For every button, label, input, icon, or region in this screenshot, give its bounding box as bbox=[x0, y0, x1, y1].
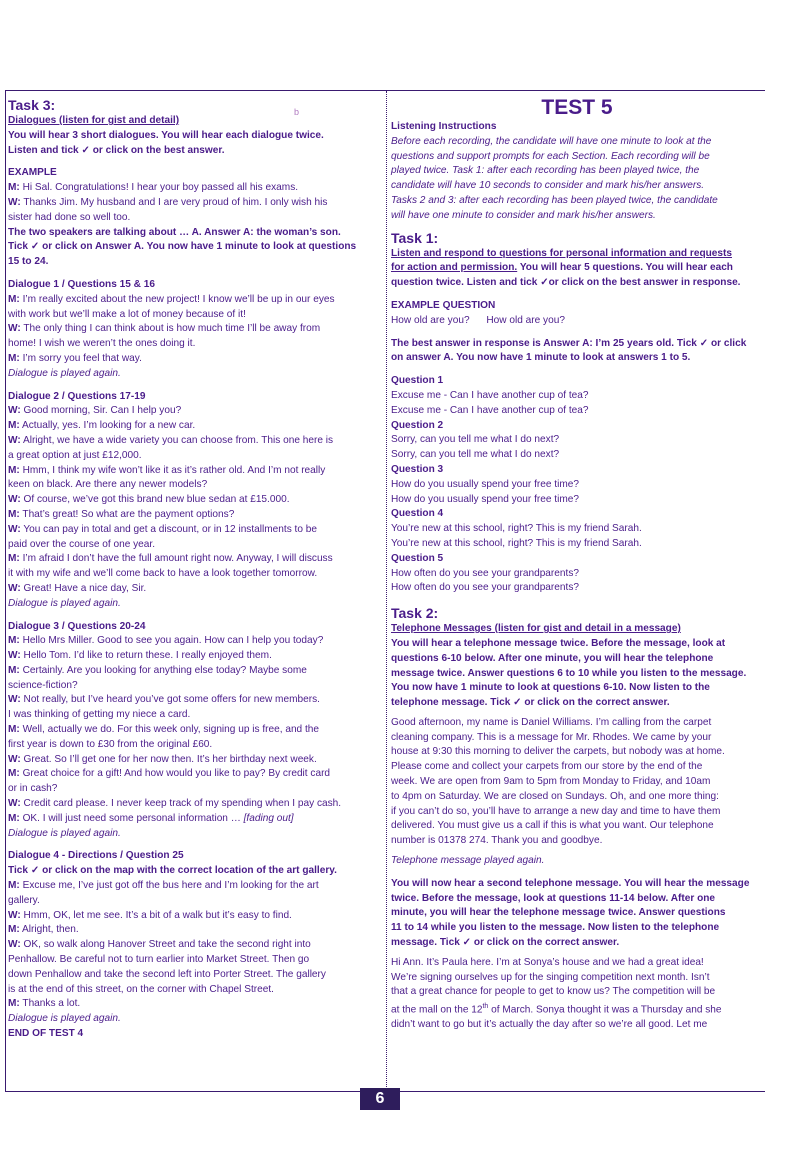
line-text: OK. I will just need some personal information … bbox=[19, 812, 244, 824]
line-text: Alright, then. bbox=[19, 924, 79, 936]
dialogue-line bbox=[8, 508, 384, 523]
dialogue-line bbox=[8, 679, 384, 694]
line-text: I’m sorry you feel that way. bbox=[19, 352, 142, 364]
line-text: Certainly. Are you looking for anything else today? Maybe some bbox=[19, 664, 307, 676]
task3-instruction: Listen and tick ✓ or click on the best answer. bbox=[8, 144, 225, 156]
line-text: Hi Sal. Congratulations! I hear your boy passed all his exams. bbox=[19, 182, 299, 194]
line-text: it with my wife and we’ll come back to have a look together tomorrow. bbox=[8, 568, 318, 580]
question-text: How do you usually spend your free time? bbox=[391, 478, 579, 490]
text-line: candidate will have 10 seconds to consider and mark his/her answers. bbox=[391, 180, 705, 192]
task1-instruction: question twice. Listen and tick ✓or click on the best answer in response. bbox=[391, 277, 741, 289]
line-text: home! I wish we weren’t the ones doing it. bbox=[8, 338, 196, 350]
line-text: Of course, we’ve got this brand new blue sedan at £15.000. bbox=[20, 494, 290, 506]
text-line: telephone message. Tick ✓ or click on the correct answer. bbox=[391, 697, 670, 709]
speaker-label: W: bbox=[8, 939, 21, 951]
left-column bbox=[8, 96, 384, 1042]
example-answer: The two speakers are talking about … A. Answer A: the woman’s son. bbox=[8, 226, 341, 238]
text-line: Tasks 2 and 3: after each recording has been played twice, the candidate bbox=[391, 194, 718, 206]
line-text: Hmm, I think my wife won’t like it as it’s rather old. And I’m not really bbox=[19, 464, 326, 476]
question-text: How often do you see your grandparents? bbox=[391, 567, 579, 579]
example-question-text: How old are you? How old are you? bbox=[391, 314, 565, 326]
question-title: Question 4 bbox=[391, 508, 444, 520]
question-title: Question 3 bbox=[391, 463, 444, 475]
line-text: sister had done so well too. bbox=[8, 211, 131, 223]
speaker-label: M: bbox=[8, 812, 20, 824]
example-answer: Tick ✓ or click on Answer A. You now have 1 minute to look at questions bbox=[8, 241, 357, 253]
question-text: How do you usually spend your free time? bbox=[391, 493, 579, 505]
dialogue-line bbox=[8, 723, 384, 738]
speaker-label: M: bbox=[8, 182, 20, 194]
speaker-label: M: bbox=[8, 508, 20, 520]
speaker-label: W: bbox=[8, 523, 21, 535]
dialogue-line bbox=[8, 767, 384, 782]
dialogue-line bbox=[8, 968, 384, 983]
line-text: Hello Tom. I’d like to return these. I really enjoyed them. bbox=[20, 650, 272, 662]
end-of-test: END OF TEST 4 bbox=[8, 1028, 84, 1040]
line-text: Excuse me, I’ve just got off the bus here and I’m looking for the art bbox=[19, 880, 319, 892]
speaker-label: M: bbox=[8, 768, 20, 780]
speaker-label: W: bbox=[8, 582, 21, 594]
speaker-label: W: bbox=[8, 909, 21, 921]
question-title: Question 5 bbox=[391, 552, 444, 564]
telephone-message-2 bbox=[391, 956, 763, 1033]
dialogue-line bbox=[8, 478, 384, 493]
speaker-label: W: bbox=[8, 753, 21, 765]
message-line bbox=[391, 1000, 763, 1018]
text-line: minute, you will hear the telephone message twice. Answer questions bbox=[391, 907, 726, 919]
dialogue3-title: Dialogue 3 / Questions 20-24 bbox=[8, 620, 146, 632]
line-text: You can pay in total and get a discount, or in 12 installments to be bbox=[20, 523, 318, 535]
line-text: OK, so walk along Hanover Street and take the second right into bbox=[20, 939, 311, 951]
dialogue-line bbox=[8, 337, 384, 352]
question-text: Sorry, can you tell me what I do next? bbox=[391, 434, 560, 446]
text-line: message. Tick ✓ or click on the correct answer. bbox=[391, 937, 620, 949]
message-line: We’re signing ourselves up for the singing competition next month. Isn’t bbox=[391, 971, 710, 983]
task3-subtitle: Dialogues (listen for gist and detail) bbox=[8, 115, 180, 126]
text-line: house at 9:30 this morning to deliver the carpets, but nobody was at home. bbox=[391, 746, 725, 758]
question-list bbox=[391, 374, 763, 596]
dialogue-line bbox=[8, 211, 384, 226]
question-text: Excuse me - Can I have another cup of tea? bbox=[391, 389, 589, 401]
question-title: Question 1 bbox=[391, 375, 444, 387]
line-text: paid over the course of one year. bbox=[8, 538, 156, 550]
dialogue-line bbox=[8, 938, 384, 953]
right-column bbox=[391, 96, 763, 1033]
line-text: a great option at just £12,000. bbox=[8, 449, 142, 461]
text-line: played twice. Task 1: after each recording has been played twice, the bbox=[391, 165, 700, 177]
dialogue-line bbox=[8, 419, 384, 434]
best-answer-note: The best answer in response is Answer A: I’m 25 years old. Tick ✓ or click bbox=[391, 337, 747, 349]
listening-instructions-text bbox=[391, 135, 763, 224]
column-divider bbox=[386, 91, 387, 1091]
test-title: TEST 5 bbox=[541, 96, 613, 119]
line-text: or in cash? bbox=[8, 783, 58, 795]
task3-title: Task 3: bbox=[8, 97, 56, 113]
page-number: 6 bbox=[360, 1088, 400, 1110]
task2-second-instructions bbox=[391, 877, 763, 951]
dialogue4-title: Dialogue 4 - Directions / Question 25 bbox=[8, 850, 184, 862]
speaker-label: W: bbox=[8, 323, 21, 335]
dialogue-line bbox=[8, 909, 384, 924]
task3-instruction: You will hear 3 short dialogues. You will hear each dialogue twice. bbox=[8, 129, 324, 141]
task1-subtitle: Listen and respond to questions for personal information and requests bbox=[391, 247, 732, 259]
dialogue-line bbox=[8, 567, 384, 582]
speaker-label: M: bbox=[8, 352, 20, 364]
dialogue-line bbox=[8, 404, 384, 419]
dialogue-line bbox=[8, 708, 384, 723]
dialogue-line bbox=[8, 538, 384, 553]
dialogue-line bbox=[8, 983, 384, 998]
dialogue-line bbox=[8, 879, 384, 894]
example-answer: 15 to 24. bbox=[8, 256, 49, 268]
message-played-again: Telephone message played again. bbox=[391, 855, 545, 867]
dialogue-line bbox=[8, 953, 384, 968]
text-line: You now have 1 minute to look at questions 6-10. Now listen to the bbox=[391, 682, 710, 694]
line-text: Thanks Jim. My husband and I are very proud of him. I only wish his bbox=[20, 196, 328, 208]
speaker-label: M: bbox=[8, 664, 20, 676]
speaker-label: M: bbox=[8, 420, 20, 432]
fading-out-note: [fading out] bbox=[243, 812, 294, 824]
speaker-label: W: bbox=[8, 694, 21, 706]
dialogue4-played-again: Dialogue is played again. bbox=[8, 1013, 121, 1025]
line-text: I’m really excited about the new project! I know we’ll be up in our eyes bbox=[19, 293, 335, 305]
text-line: questions and support prompts for each Section. Each recording will be bbox=[391, 150, 710, 162]
speaker-label: M: bbox=[8, 998, 20, 1010]
line-text: down Penhallow and take the second left into Porter Street. The gallery bbox=[8, 968, 326, 980]
line-text: Thanks a lot. bbox=[19, 998, 81, 1010]
dialogue-line bbox=[8, 738, 384, 753]
text-line: cleaning company. This is a message for Mr. Rhodes. We came by your bbox=[391, 731, 712, 743]
dialogue1-title: Dialogue 1 / Questions 15 & 16 bbox=[8, 278, 155, 290]
speaker-label: M: bbox=[8, 924, 20, 936]
line-text: Hmm, OK, let me see. It’s a bit of a walk but it’s easy to find. bbox=[20, 909, 292, 921]
dialogue-line bbox=[8, 552, 384, 567]
dialogue3-lines bbox=[8, 634, 384, 826]
question-text: You’re new at this school, right? This is my friend Sarah. bbox=[391, 523, 642, 535]
text-line: Before each recording, the candidate will have one minute to look at the bbox=[391, 135, 712, 147]
message-line: didn’t want to go but it’s actually the day after so we’re all good. Let me bbox=[391, 1019, 708, 1031]
dialogue-line bbox=[8, 797, 384, 812]
speaker-label: M: bbox=[8, 724, 20, 736]
line-text: Actually, yes. I’m looking for a new car. bbox=[19, 420, 196, 432]
dialogue2-lines bbox=[8, 404, 384, 596]
speaker-label: M: bbox=[8, 880, 20, 892]
line-text: keen on black. Are there any newer models? bbox=[8, 479, 208, 491]
line-text: with work but we’ll make a lot of money because of it! bbox=[8, 308, 246, 320]
example-dialogue bbox=[8, 181, 384, 225]
line-text: Good morning, Sir. Can I help you? bbox=[20, 405, 182, 417]
stray-mark: b bbox=[294, 107, 300, 117]
task2-title: Task 2: bbox=[391, 605, 439, 622]
speaker-label: W: bbox=[8, 650, 21, 662]
dialogue-line bbox=[8, 493, 384, 508]
message-line: that a great chance for people to get to know us? The competition will be bbox=[391, 986, 716, 998]
example-label: EXAMPLE bbox=[8, 167, 57, 179]
text-line: number is 01378 274. Thank you and goodbye. bbox=[391, 835, 603, 847]
text-line: Please come and collect your carpets from our store by the end of the bbox=[391, 761, 703, 773]
dialogue-line bbox=[8, 523, 384, 538]
speaker-label: W: bbox=[8, 405, 21, 417]
dialogue-line bbox=[8, 434, 384, 449]
speaker-label: M: bbox=[8, 635, 20, 647]
question-text: Excuse me - Can I have another cup of tea? bbox=[391, 404, 589, 416]
dialogue4-instruction: Tick ✓ or click on the map with the correct location of the art gallery. bbox=[8, 865, 337, 877]
text-line: will have one minute to consider and mark his/her answers. bbox=[391, 209, 656, 221]
line-text: Great. So I’ll get one for her now then. It’s her birthday next week. bbox=[20, 753, 317, 765]
dialogue-line bbox=[8, 449, 384, 464]
dialogue1-lines bbox=[8, 293, 384, 367]
dialogue-line bbox=[8, 181, 384, 196]
speaker-label: M: bbox=[8, 464, 20, 476]
dialogue-line bbox=[8, 464, 384, 479]
speaker-label: W: bbox=[8, 494, 21, 506]
message-text: of March. Sonya thought it was a Thursday and she bbox=[488, 1004, 722, 1016]
message-line: Hi Ann. It’s Paula here. I’m at Sonya’s house and we had a great idea! bbox=[391, 956, 704, 968]
line-text: That’s great! So what are the payment options? bbox=[19, 508, 235, 520]
dialogue-line bbox=[8, 293, 384, 308]
line-text: science-fiction? bbox=[8, 679, 78, 691]
text-line: twice. Before the message, look at questions 11-14 below. After one bbox=[391, 892, 716, 904]
speaker-label: W: bbox=[8, 434, 21, 446]
task1-instruction bbox=[391, 261, 763, 276]
text-line: 11 to 14 while you listen to the message. Now listen to the telephone bbox=[391, 922, 720, 934]
dialogue2-played-again: Dialogue is played again. bbox=[8, 597, 121, 609]
line-text: Credit card please. I never keep track of my spending when I pay cash. bbox=[20, 798, 342, 810]
text-line: You will now hear a second telephone message. You will hear the message bbox=[391, 877, 750, 889]
line-text: I was thinking of getting my niece a card. bbox=[8, 709, 191, 721]
text-line: if you can’t do so, you’ll have to arrange a new day and time to have them bbox=[391, 805, 721, 817]
text-line: Good afternoon, my name is Daniel Williams. I’m calling from the carpet bbox=[391, 716, 712, 728]
text-line: delivered. You must give us a call if this is what you want. Our telephone bbox=[391, 820, 714, 832]
dialogue-line bbox=[8, 894, 384, 909]
best-answer-note: on answer A. You now have 1 minute to look at answers 1 to 5. bbox=[391, 352, 691, 364]
speaker-label: M: bbox=[8, 293, 20, 305]
line-text: Great choice for a gift! And how would you like to pay? By credit card bbox=[19, 768, 331, 780]
line-text: Hello Mrs Miller. Good to see you again. How can I help you today? bbox=[19, 635, 324, 647]
dialogue-line bbox=[8, 782, 384, 797]
listening-instructions-title: Listening Instructions bbox=[391, 121, 497, 132]
dialogue-line bbox=[8, 664, 384, 679]
task2-instructions bbox=[391, 637, 763, 711]
question-text: You’re new at this school, right? This is my friend Sarah. bbox=[391, 537, 642, 549]
dialogue-line bbox=[8, 812, 384, 827]
dialogue-line bbox=[8, 322, 384, 337]
line-text: I’m afraid I don’t have the full amount right now. Anyway, I will discuss bbox=[19, 553, 333, 565]
speaker-label: M: bbox=[8, 553, 20, 565]
dialogue1-played-again: Dialogue is played again. bbox=[8, 367, 121, 379]
line-text: Great! Have a nice day, Sir. bbox=[20, 582, 147, 594]
task1-subtitle-cont: for action and permission. bbox=[391, 262, 518, 274]
dialogue-line bbox=[8, 997, 384, 1012]
dialogue-line bbox=[8, 196, 384, 211]
dialogue-line bbox=[8, 693, 384, 708]
text-line: message twice. Answer questions 6 to 10 while you listen to the message. bbox=[391, 667, 747, 679]
example-question-label: EXAMPLE QUESTION bbox=[391, 299, 496, 311]
text-line: to 4pm on Saturday. We are closed on Sundays. Oh, and one more thing: bbox=[391, 790, 719, 802]
dialogue-line bbox=[8, 649, 384, 664]
dialogue-line bbox=[8, 923, 384, 938]
dialogue-line bbox=[8, 753, 384, 768]
line-text: is at the end of this street, on the corner with Chapel Street. bbox=[8, 983, 274, 995]
telephone-message-1 bbox=[391, 716, 763, 849]
dialogue-line bbox=[8, 352, 384, 367]
dialogue3-played-again: Dialogue is played again. bbox=[8, 827, 121, 839]
text-line: questions 6-10 below. After one minute, you will hear the telephone bbox=[391, 652, 714, 664]
message-text: at the mall on the 12 bbox=[391, 1004, 483, 1016]
question-title: Question 2 bbox=[391, 419, 444, 431]
dialogue-line bbox=[8, 308, 384, 323]
task1-title: Task 1: bbox=[391, 229, 439, 246]
ordinal-suffix: th bbox=[482, 1003, 489, 1011]
text-line: You will hear a telephone message twice. Before the message, look at bbox=[391, 637, 726, 649]
line-text: Not really, but I’ve heard you’ve got some offers for new members. bbox=[20, 694, 320, 706]
speaker-label: W: bbox=[8, 196, 21, 208]
dialogue4-lines bbox=[8, 879, 384, 1012]
question-text: Sorry, can you tell me what I do next? bbox=[391, 449, 560, 461]
line-text: Alright, we have a wide variety you can choose from. This one here is bbox=[20, 434, 334, 446]
line-text: Penhallow. Be careful not to turn earlier into Market Street. Then go bbox=[8, 954, 310, 966]
dialogue-line bbox=[8, 634, 384, 649]
question-text: How often do you see your grandparents? bbox=[391, 582, 579, 594]
task1-instruction-text: You will hear 5 questions. You will hear each bbox=[517, 262, 733, 274]
task2-subtitle: Telephone Messages (listen for gist and detail in a message) bbox=[391, 623, 681, 635]
speaker-label: W: bbox=[8, 798, 21, 810]
line-text: first year is down to £30 from the original £60. bbox=[8, 738, 213, 750]
dialogue-line bbox=[8, 582, 384, 597]
line-text: Well, actually we do. For this week only, signing up is free, and the bbox=[19, 724, 320, 736]
dialogue2-title: Dialogue 2 / Questions 17-19 bbox=[8, 390, 146, 402]
line-text: gallery. bbox=[8, 894, 40, 906]
line-text: The only thing I can think about is how much time I’ll be away from bbox=[20, 323, 321, 335]
text-line: week. We are open from 9am to 5pm from Monday to Friday, and 10am bbox=[391, 776, 711, 788]
